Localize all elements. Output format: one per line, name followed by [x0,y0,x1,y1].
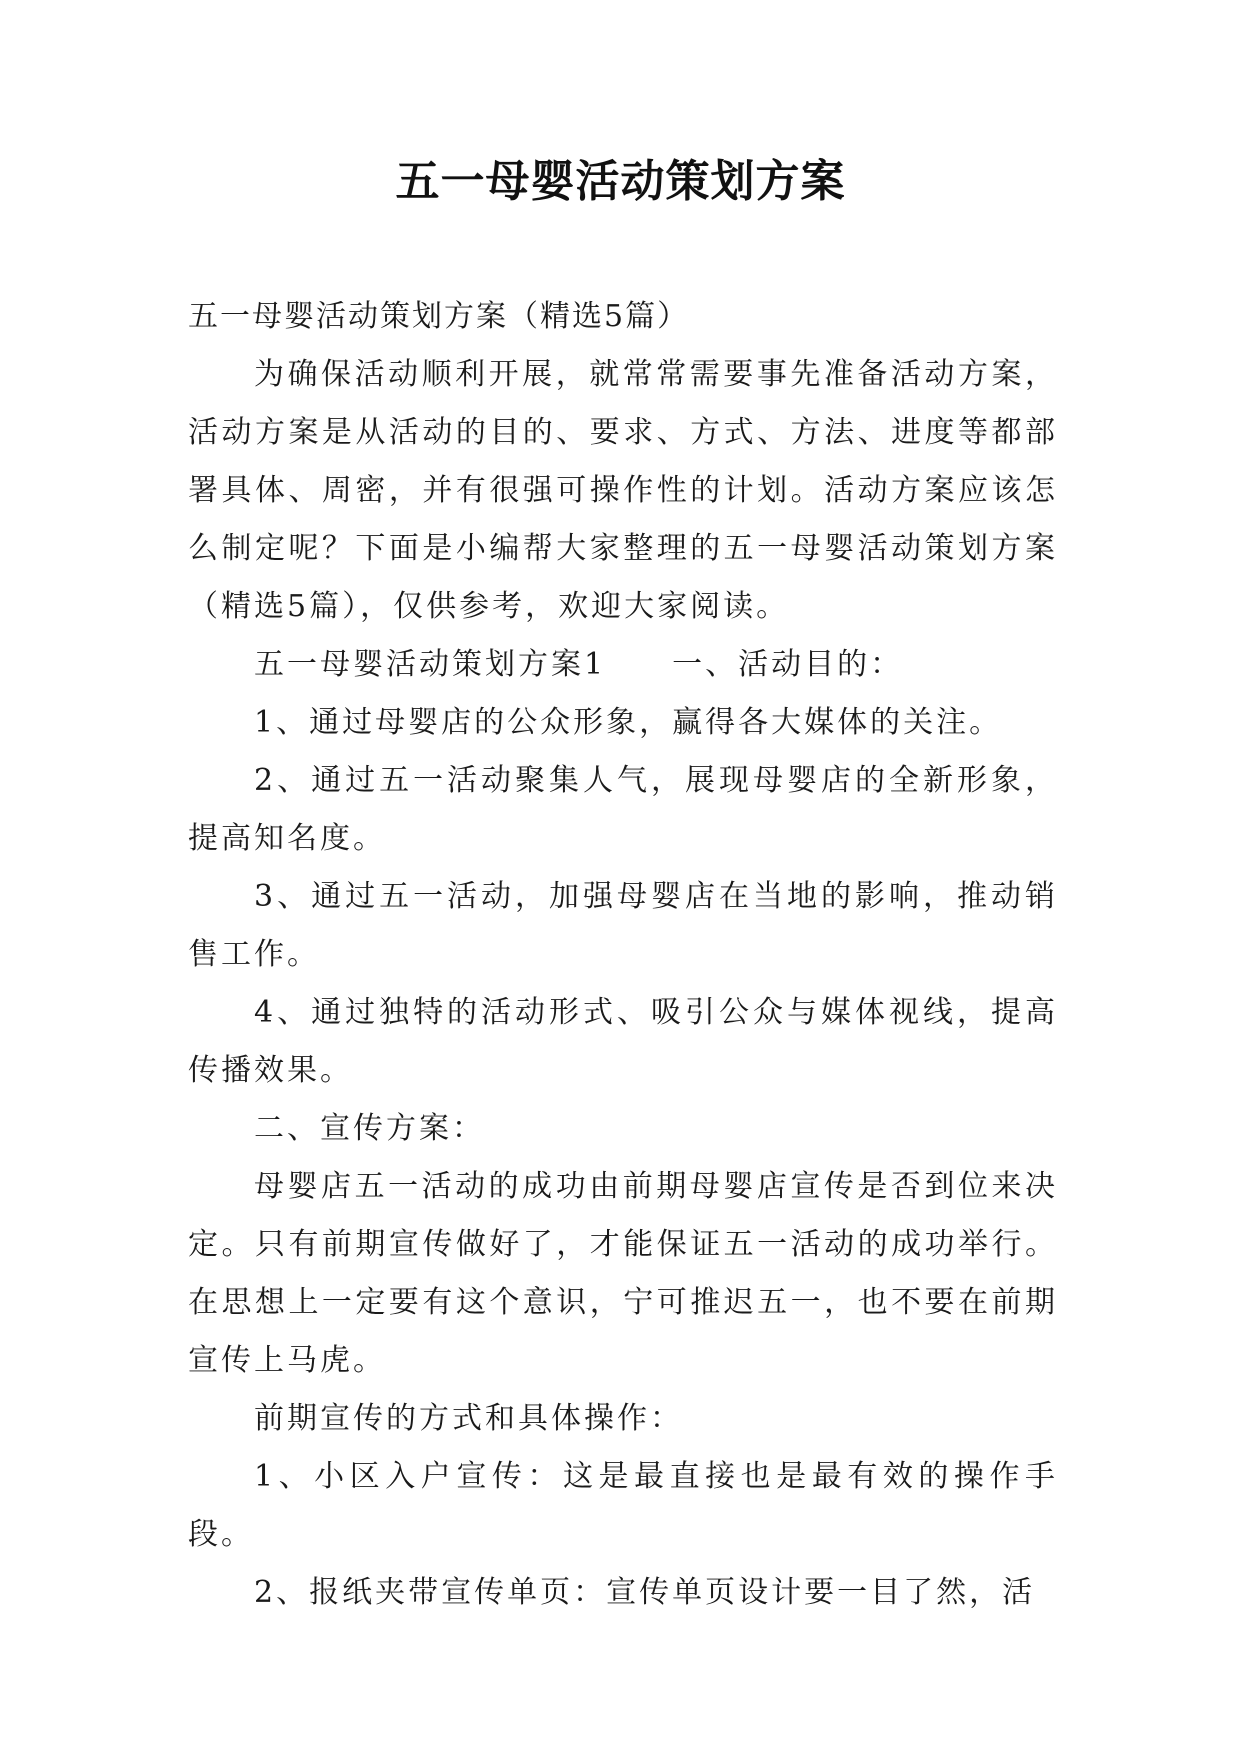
promotion-paragraph: 母婴店五一活动的成功由前期母婴店宣传是否到位来决定。只有前期宣传做好了，才能保证五一活动的成功举行。在思想上一定要有这个意识，宁可推迟五一，也不要在前期宣传上马虎。 [188,1169,1058,1378]
intro-paragraph: 为确保活动顺利开展，就常常需要事先准备活动方案，活动方案是从活动的目的、要求、方式、方法、进度等都部署具体、周密，并有很强可操作性的计划。活动方案应该怎么制定呢？下面是小编帮大家整理的五一母婴活动策划方案（精选5篇），仅供参考，欢迎大家阅读。 [188,357,1058,624]
document-body [188,288,1058,1622]
section-heading-plan-1: 五一母婴活动策划方案1 一、活动目的： [254,647,904,682]
goal-item-4: 4、通过独特的活动形式、吸引公众与媒体视线，提高传播效果。 [188,995,1058,1088]
promotion-methods-heading: 前期宣传的方式和具体操作： [254,1401,683,1436]
goal-item-1: 1、通过母婴店的公众形象，赢得各大媒体的关注。 [254,705,1003,740]
section-heading-promotion: 二、宣传方案： [254,1111,485,1146]
subtitle-paragraph: 五一母婴活动策划方案（精选5篇） [188,299,690,334]
goal-item-3: 3、通过五一活动，加强母婴店在当地的影响，推动销售工作。 [188,879,1058,972]
promotion-method-1: 1、小区入户宣传：这是最直接也是最有效的操作手段。 [188,1459,1058,1552]
goal-item-2: 2、通过五一活动聚集人气，展现母婴店的全新形象，提高知名度。 [188,763,1058,856]
document-title: 五一母婴活动策划方案 [395,156,846,207]
promotion-method-2: 2、报纸夹带宣传单页：宣传单页设计要一目了然，活 [254,1575,1036,1610]
